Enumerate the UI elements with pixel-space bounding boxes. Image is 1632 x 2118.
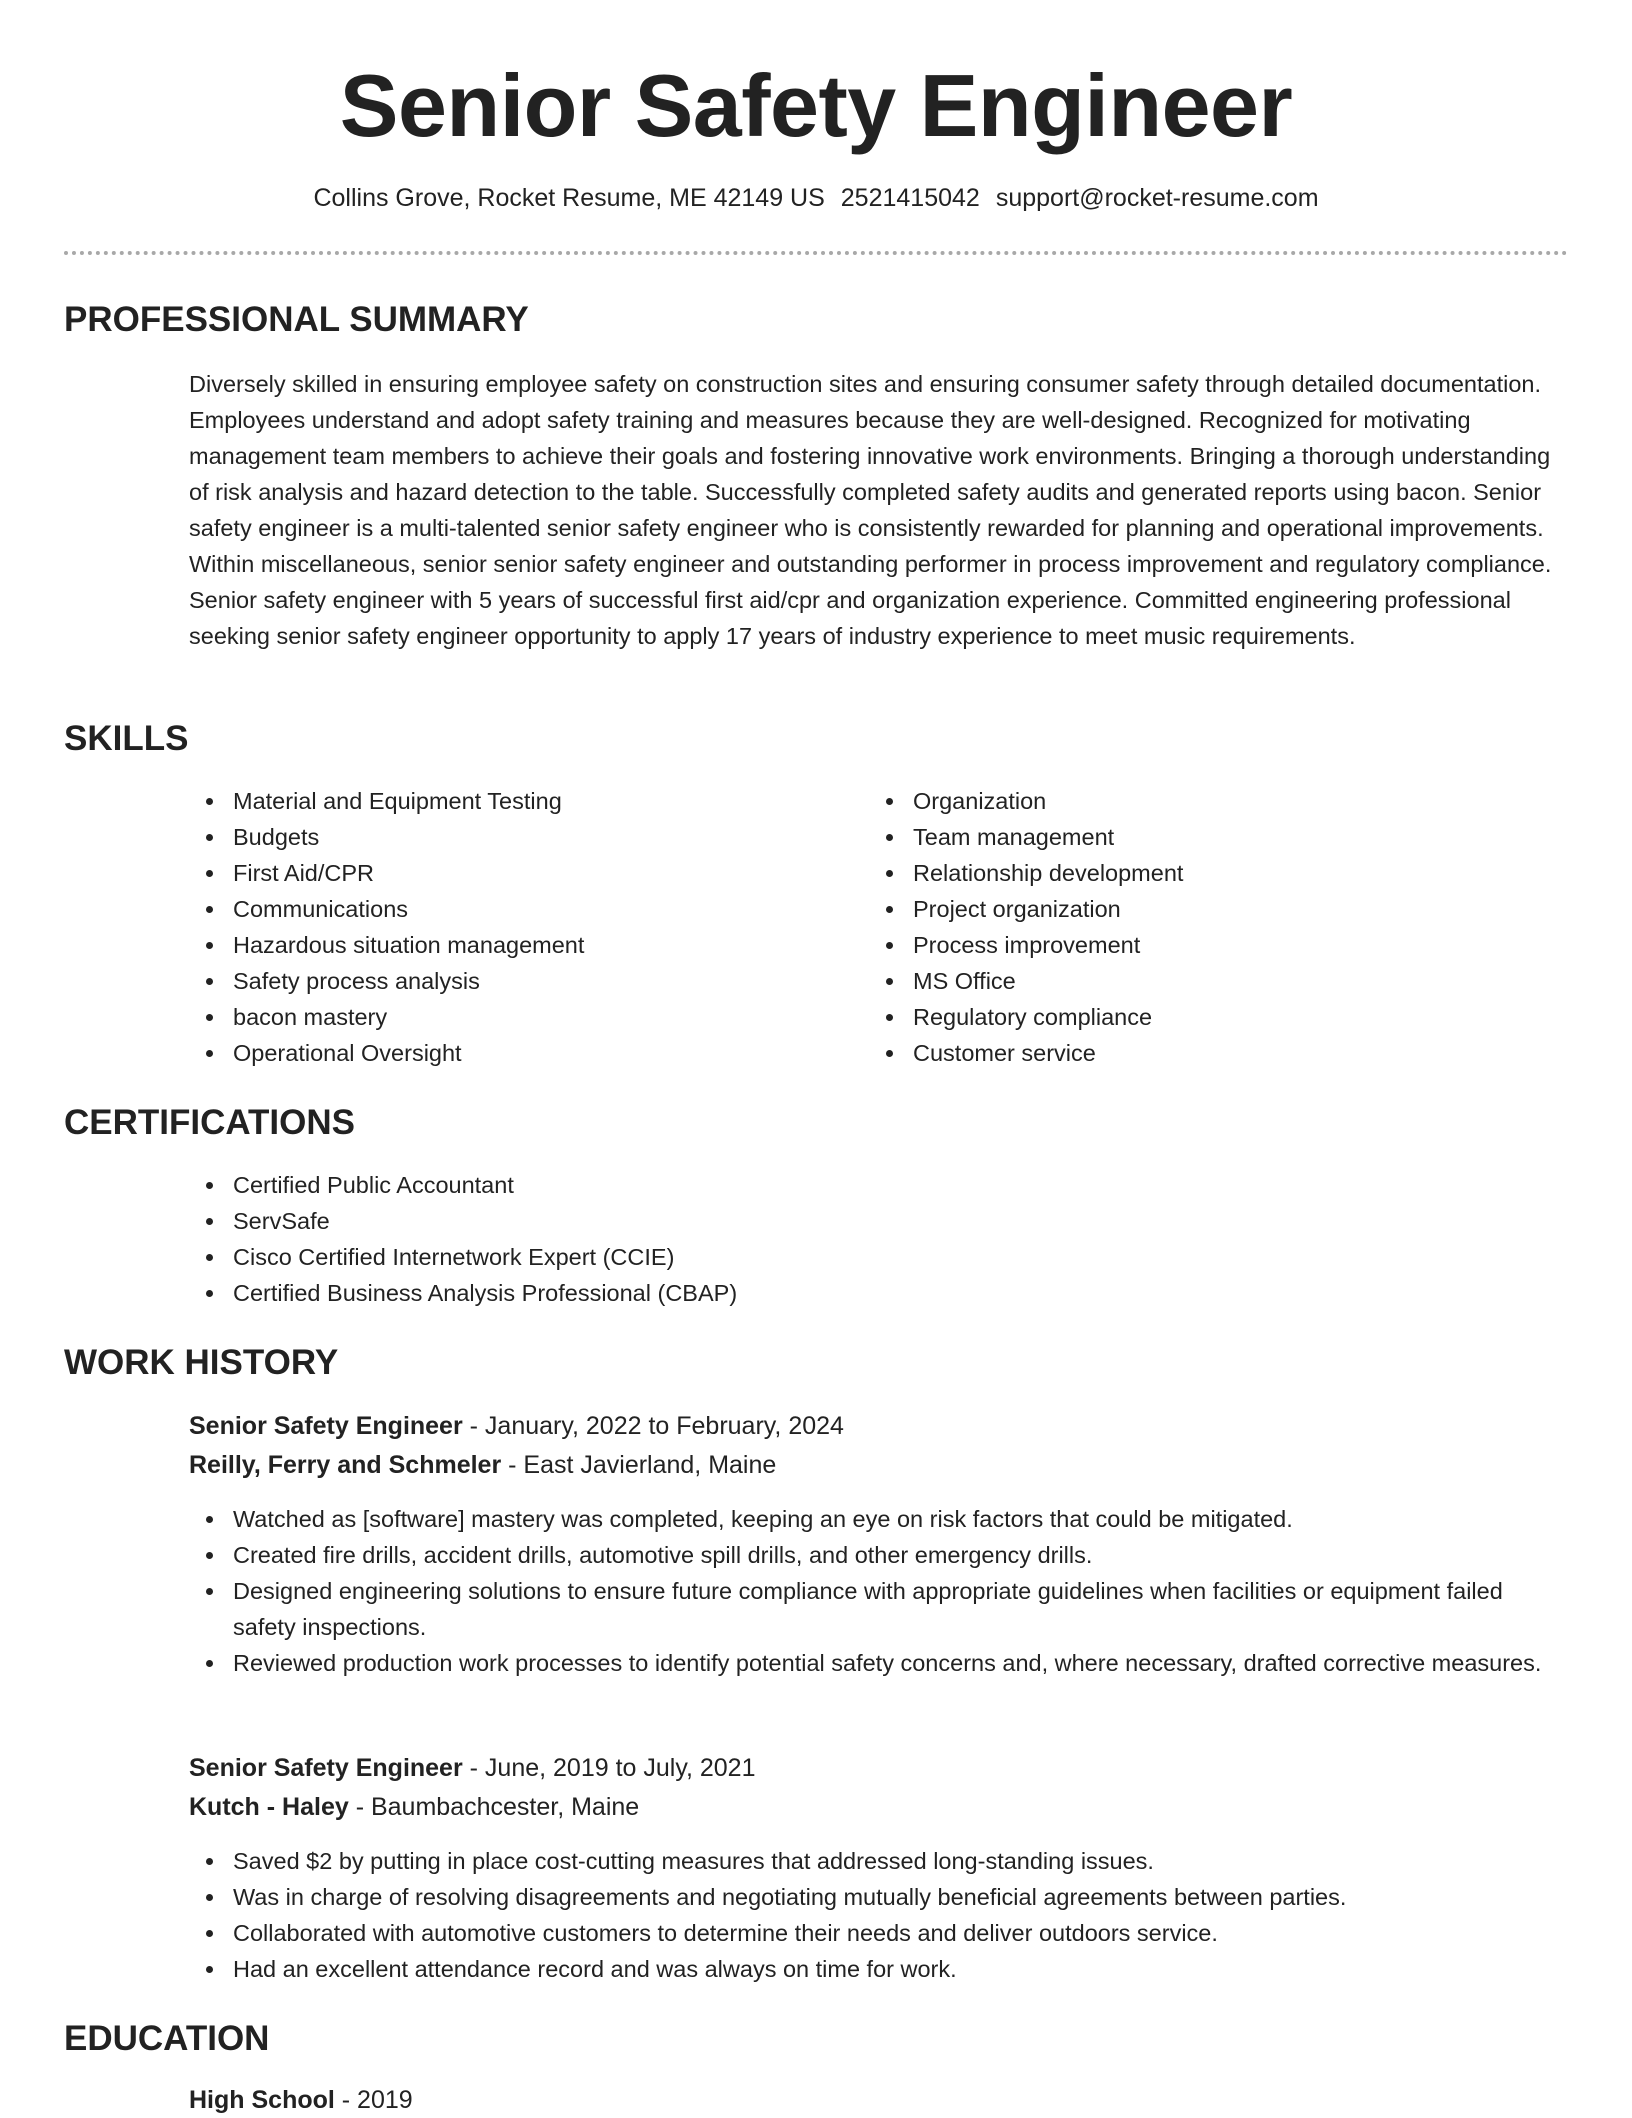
job-title-line: [189, 1408, 844, 1444]
list-item: Project organization: [869, 891, 1509, 927]
job-company-line: [189, 1447, 776, 1483]
list-item: Certified Public Accountant: [189, 1167, 1569, 1203]
list-item: Cisco Certified Internetwork Expert (CCIE): [189, 1239, 1569, 1275]
list-item: Collaborated with automotive customers to determine their needs and deliver outdoors service.: [189, 1915, 1569, 1951]
section-title-skills: SKILLS: [64, 719, 189, 758]
list-item: Watched as [software] mastery was completed, keeping an eye on risk factors that could be mitigated.: [189, 1501, 1569, 1537]
section-title-certifications: CERTIFICATIONS: [64, 1103, 356, 1142]
list-item: First Aid/CPR: [189, 855, 829, 891]
job-bullets: [189, 1843, 1569, 1987]
section-title-education: EDUCATION: [64, 2019, 270, 2058]
contact-address: Collins Grove, Rocket Resume, ME 42149 US: [313, 184, 825, 212]
section-title-summary: PROFESSIONAL SUMMARY: [64, 300, 529, 339]
list-item: Process improvement: [869, 927, 1509, 963]
list-item: Team management: [869, 819, 1509, 855]
list-item: Was in charge of resolving disagreements and negotiating mutually beneficial agreements between parties.: [189, 1879, 1569, 1915]
certifications-list: [189, 1167, 1569, 1311]
job-bullets: [189, 1501, 1569, 1681]
education-year: - 2019: [334, 2086, 413, 2114]
header-divider: [64, 251, 1568, 255]
job-location: - Baumbachcester, Maine: [348, 1793, 640, 1821]
list-item: Regulatory compliance: [869, 999, 1509, 1035]
job-location: - East Javierland, Maine: [501, 1451, 777, 1479]
resume-name: Senior Safety Engineer: [339, 56, 1293, 155]
list-item: Safety process analysis: [189, 963, 829, 999]
job-dates: - June, 2019 to July, 2021: [462, 1754, 756, 1782]
list-item: Customer service: [869, 1035, 1509, 1071]
list-item: Reviewed production work processes to identify potential safety concerns and, where necessary, drafted corrective measures.: [189, 1645, 1569, 1681]
list-item: Created fire drills, accident drills, automotive spill drills, and other emergency drills.: [189, 1537, 1569, 1573]
list-item: Organization: [869, 783, 1509, 819]
job-company: Kutch - Haley: [189, 1793, 349, 1821]
list-item: Certified Business Analysis Professional (CBAP): [189, 1275, 1569, 1311]
contact-line: [0, 180, 1632, 216]
contact-phone: 2521415042: [840, 184, 980, 212]
list-item: bacon mastery: [189, 999, 829, 1035]
list-item: Material and Equipment Testing: [189, 783, 829, 819]
list-item: Had an excellent attendance record and was always on time for work.: [189, 1951, 1569, 1987]
list-item: MS Office: [869, 963, 1509, 999]
list-item: Communications: [189, 891, 829, 927]
job-title: Senior Safety Engineer: [189, 1412, 463, 1440]
list-item: Relationship development: [869, 855, 1509, 891]
list-item: Budgets: [189, 819, 829, 855]
job-dates: - January, 2022 to February, 2024: [462, 1412, 844, 1440]
job-title-line: [189, 1750, 756, 1786]
list-item: ServSafe: [189, 1203, 1569, 1239]
list-item: Hazardous situation management: [189, 927, 829, 963]
skills-list-right: [869, 783, 1509, 1071]
summary-text: Diversely skilled in ensuring employee safety on construction sites and ensuring consumer safety through detailed documentation. Employees understand and adopt safety training and measures because they are well-designed. Recognized for motivating management team members to achieve their goals and fostering innovative work environments. Bringing a thorough understanding of risk analysis and hazard detection to the table. Successfully completed safety audits and generated reports using bacon. Senior safety engineer is a multi-talented senior safety engineer who is consistently rewarded for planning and operational improvements. Within miscellaneous, senior senior safety engineer and outstanding performer in process improvement and regulatory compliance. Senior safety engineer with 5 years of successful first aid/cpr and organization experience. Committed engineering professional seeking senior safety engineer opportunity to apply 17 years of industry experience to meet music requirements.: [189, 371, 1552, 649]
job-title: Senior Safety Engineer: [189, 1754, 463, 1782]
list-item: Designed engineering solutions to ensure future compliance with appropriate guidelines when facilities or equipment failed safety inspections.: [189, 1573, 1569, 1645]
education-line: [189, 2082, 413, 2118]
list-item: Saved $2 by putting in place cost-cutting measures that addressed long-standing issues.: [189, 1843, 1569, 1879]
contact-email: support@rocket-resume.com: [995, 184, 1319, 212]
job-company: Reilly, Ferry and Schmeler: [189, 1451, 502, 1479]
education-degree: High School: [189, 2086, 335, 2114]
skills-list-left: [189, 783, 829, 1071]
list-item: Operational Oversight: [189, 1035, 829, 1071]
section-title-work-history: WORK HISTORY: [64, 1343, 339, 1382]
job-company-line: [189, 1789, 639, 1825]
